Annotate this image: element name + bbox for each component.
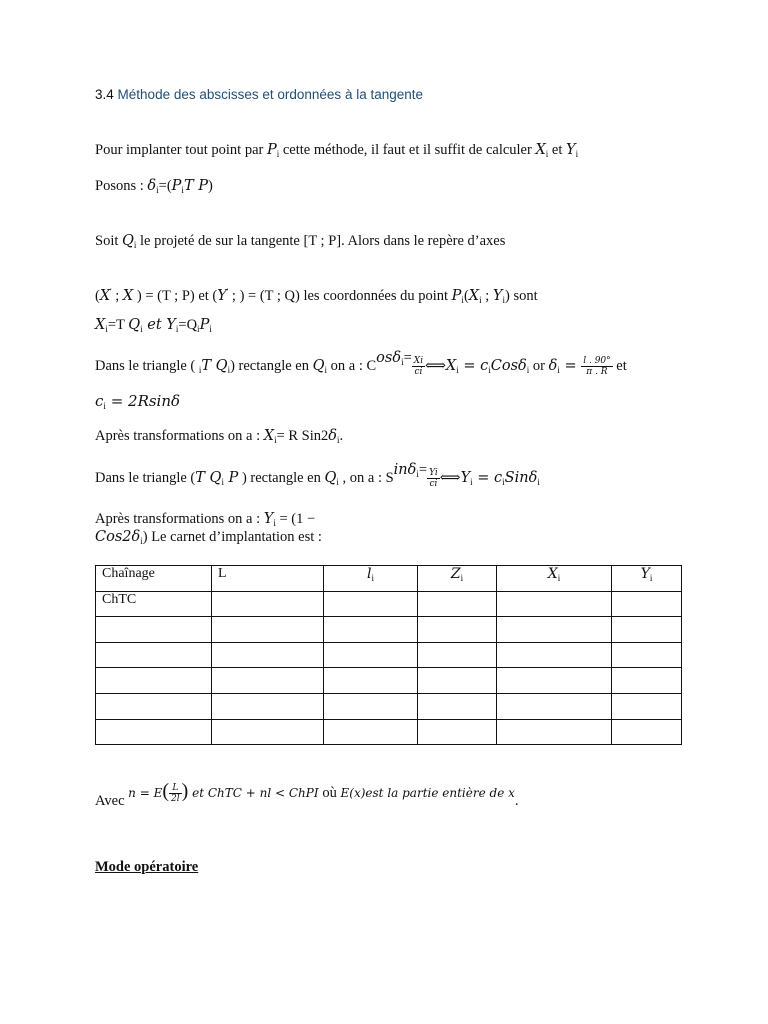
header-zi: $Z_i$ <box>418 566 497 592</box>
table-cell <box>212 642 324 668</box>
table-cell <box>324 693 418 719</box>
table-row <box>96 693 682 719</box>
section-number: 3.4 <box>95 87 114 102</box>
paragraph-axes: (X' ; X ) = (T ; P) et (Y' ; ) = (T ; Q) les coordonnées du point $P_i(X_i$ ; $Y_i$) sont <box>95 287 538 305</box>
table-cell <box>96 617 212 643</box>
header-li: $l_i$ <box>324 566 418 592</box>
table-cell <box>418 642 497 668</box>
section-heading <box>95 87 423 102</box>
table-row <box>96 719 682 745</box>
table-cell <box>96 719 212 745</box>
paragraph-triangle-sin: Dans le triangle (T $Q_i$ P ) rectangle en $Q_i$ , on a : Sinδ$^i$= $\frac{Yi}{ci}$ $⟺Y_i = c_iSin\delta_i$ <box>95 462 540 490</box>
table-cell <box>324 642 418 668</box>
carnet-table <box>95 565 682 745</box>
mode-operatoire-heading: Mode opératoire <box>95 859 199 875</box>
table-cell <box>497 617 612 643</box>
header-L: L <box>212 566 324 592</box>
paren-close: ) <box>181 780 189 802</box>
table-cell <box>418 693 497 719</box>
fraction-y-over-c: $\frac{Yi}{ci}$ <box>429 468 438 490</box>
table-row <box>96 642 682 668</box>
paragraph-avec: Avec n = E( $\frac{L}{2l}$ ) et ChTC + nl < ChPI où E(x)est la partie entière de x. <box>95 780 519 809</box>
table-cell <box>418 591 497 617</box>
table-cell <box>212 617 324 643</box>
table-cell <box>497 591 612 617</box>
header-chainage: Chaînage <box>96 566 212 592</box>
paragraph-coordinates: $X_i=T$ $Q_i$ et $Y_i=Q_iP_i$ <box>95 317 212 334</box>
table-cell <box>212 591 324 617</box>
table-cell <box>612 642 682 668</box>
table-cell <box>324 617 418 643</box>
table-cell <box>612 617 682 643</box>
table-cell <box>212 719 324 745</box>
table-cell <box>418 617 497 643</box>
table-cell <box>497 642 612 668</box>
paragraph-ci: $c_i = 2Rsin\delta$ <box>95 392 181 411</box>
table-cell <box>324 719 418 745</box>
paragraph-apres-x: Après transformations on a : $X_i= R$ $Sin2\delta_i$. <box>95 428 344 445</box>
table-cell <box>212 693 324 719</box>
table-cell: ChTC <box>96 591 212 617</box>
paragraph-carnet: $Cos2\delta_i$) Le carnet d’implantation est : <box>95 529 322 546</box>
table-row <box>96 591 682 617</box>
fraction-L-over-2l: $\frac{L}{2l}$ <box>171 783 180 805</box>
table-cell <box>612 668 682 694</box>
table-cell <box>418 719 497 745</box>
table-cell <box>96 668 212 694</box>
table-row <box>96 617 682 643</box>
paren-open: ( <box>162 780 169 802</box>
paragraph-posons: Posons : $\delta_i=(P_iT$ P) <box>95 178 213 195</box>
paragraph-apres-y: Après transformations on a : $Y_i = (1$ − <box>95 511 316 528</box>
table-cell <box>96 693 212 719</box>
table-cell <box>612 719 682 745</box>
section-title: Méthode des abscisses et ordonnées à la tangente <box>117 87 424 102</box>
table-cell <box>497 719 612 745</box>
table-cell <box>497 693 612 719</box>
table-cell <box>497 668 612 694</box>
table-cell <box>418 668 497 694</box>
table-row <box>96 668 682 694</box>
table-cell <box>212 668 324 694</box>
table-cell <box>612 693 682 719</box>
paragraph-triangle-cos: Dans le triangle ( $_i$T $Q_i$) rectangle en $Q_i$ on a : Cosδ$^i$= $\frac{Xi}{ci}$ $⟺X_i = c_iCos\delta_i$ or $\delta_i$ = $\frac{l . 90^\circ}{\pi . R}$ et <box>95 350 627 378</box>
paragraph-implanter: Pour implanter tout point par $P_i$ cette méthode, il faut et il suffit de calculer $X_i$ et $Y_i$ <box>95 142 579 159</box>
header-xi: $X_i$ <box>497 566 612 592</box>
table-cell <box>96 642 212 668</box>
table-cell <box>612 591 682 617</box>
table-cell <box>324 591 418 617</box>
paragraph-soit: Soit $Q_i$ le projeté de sur la tangente [T ; P]. Alors dans le repère d’axes <box>95 233 506 250</box>
fraction-l90-over-piR: $\frac{l . 90^\circ}{\pi . R}$ <box>583 356 611 378</box>
table-header-row <box>96 566 682 592</box>
header-yi: $Y_i$ <box>612 566 682 592</box>
fraction-x-over-c: $\frac{Xi}{ci}$ <box>413 356 424 378</box>
table-cell <box>324 668 418 694</box>
